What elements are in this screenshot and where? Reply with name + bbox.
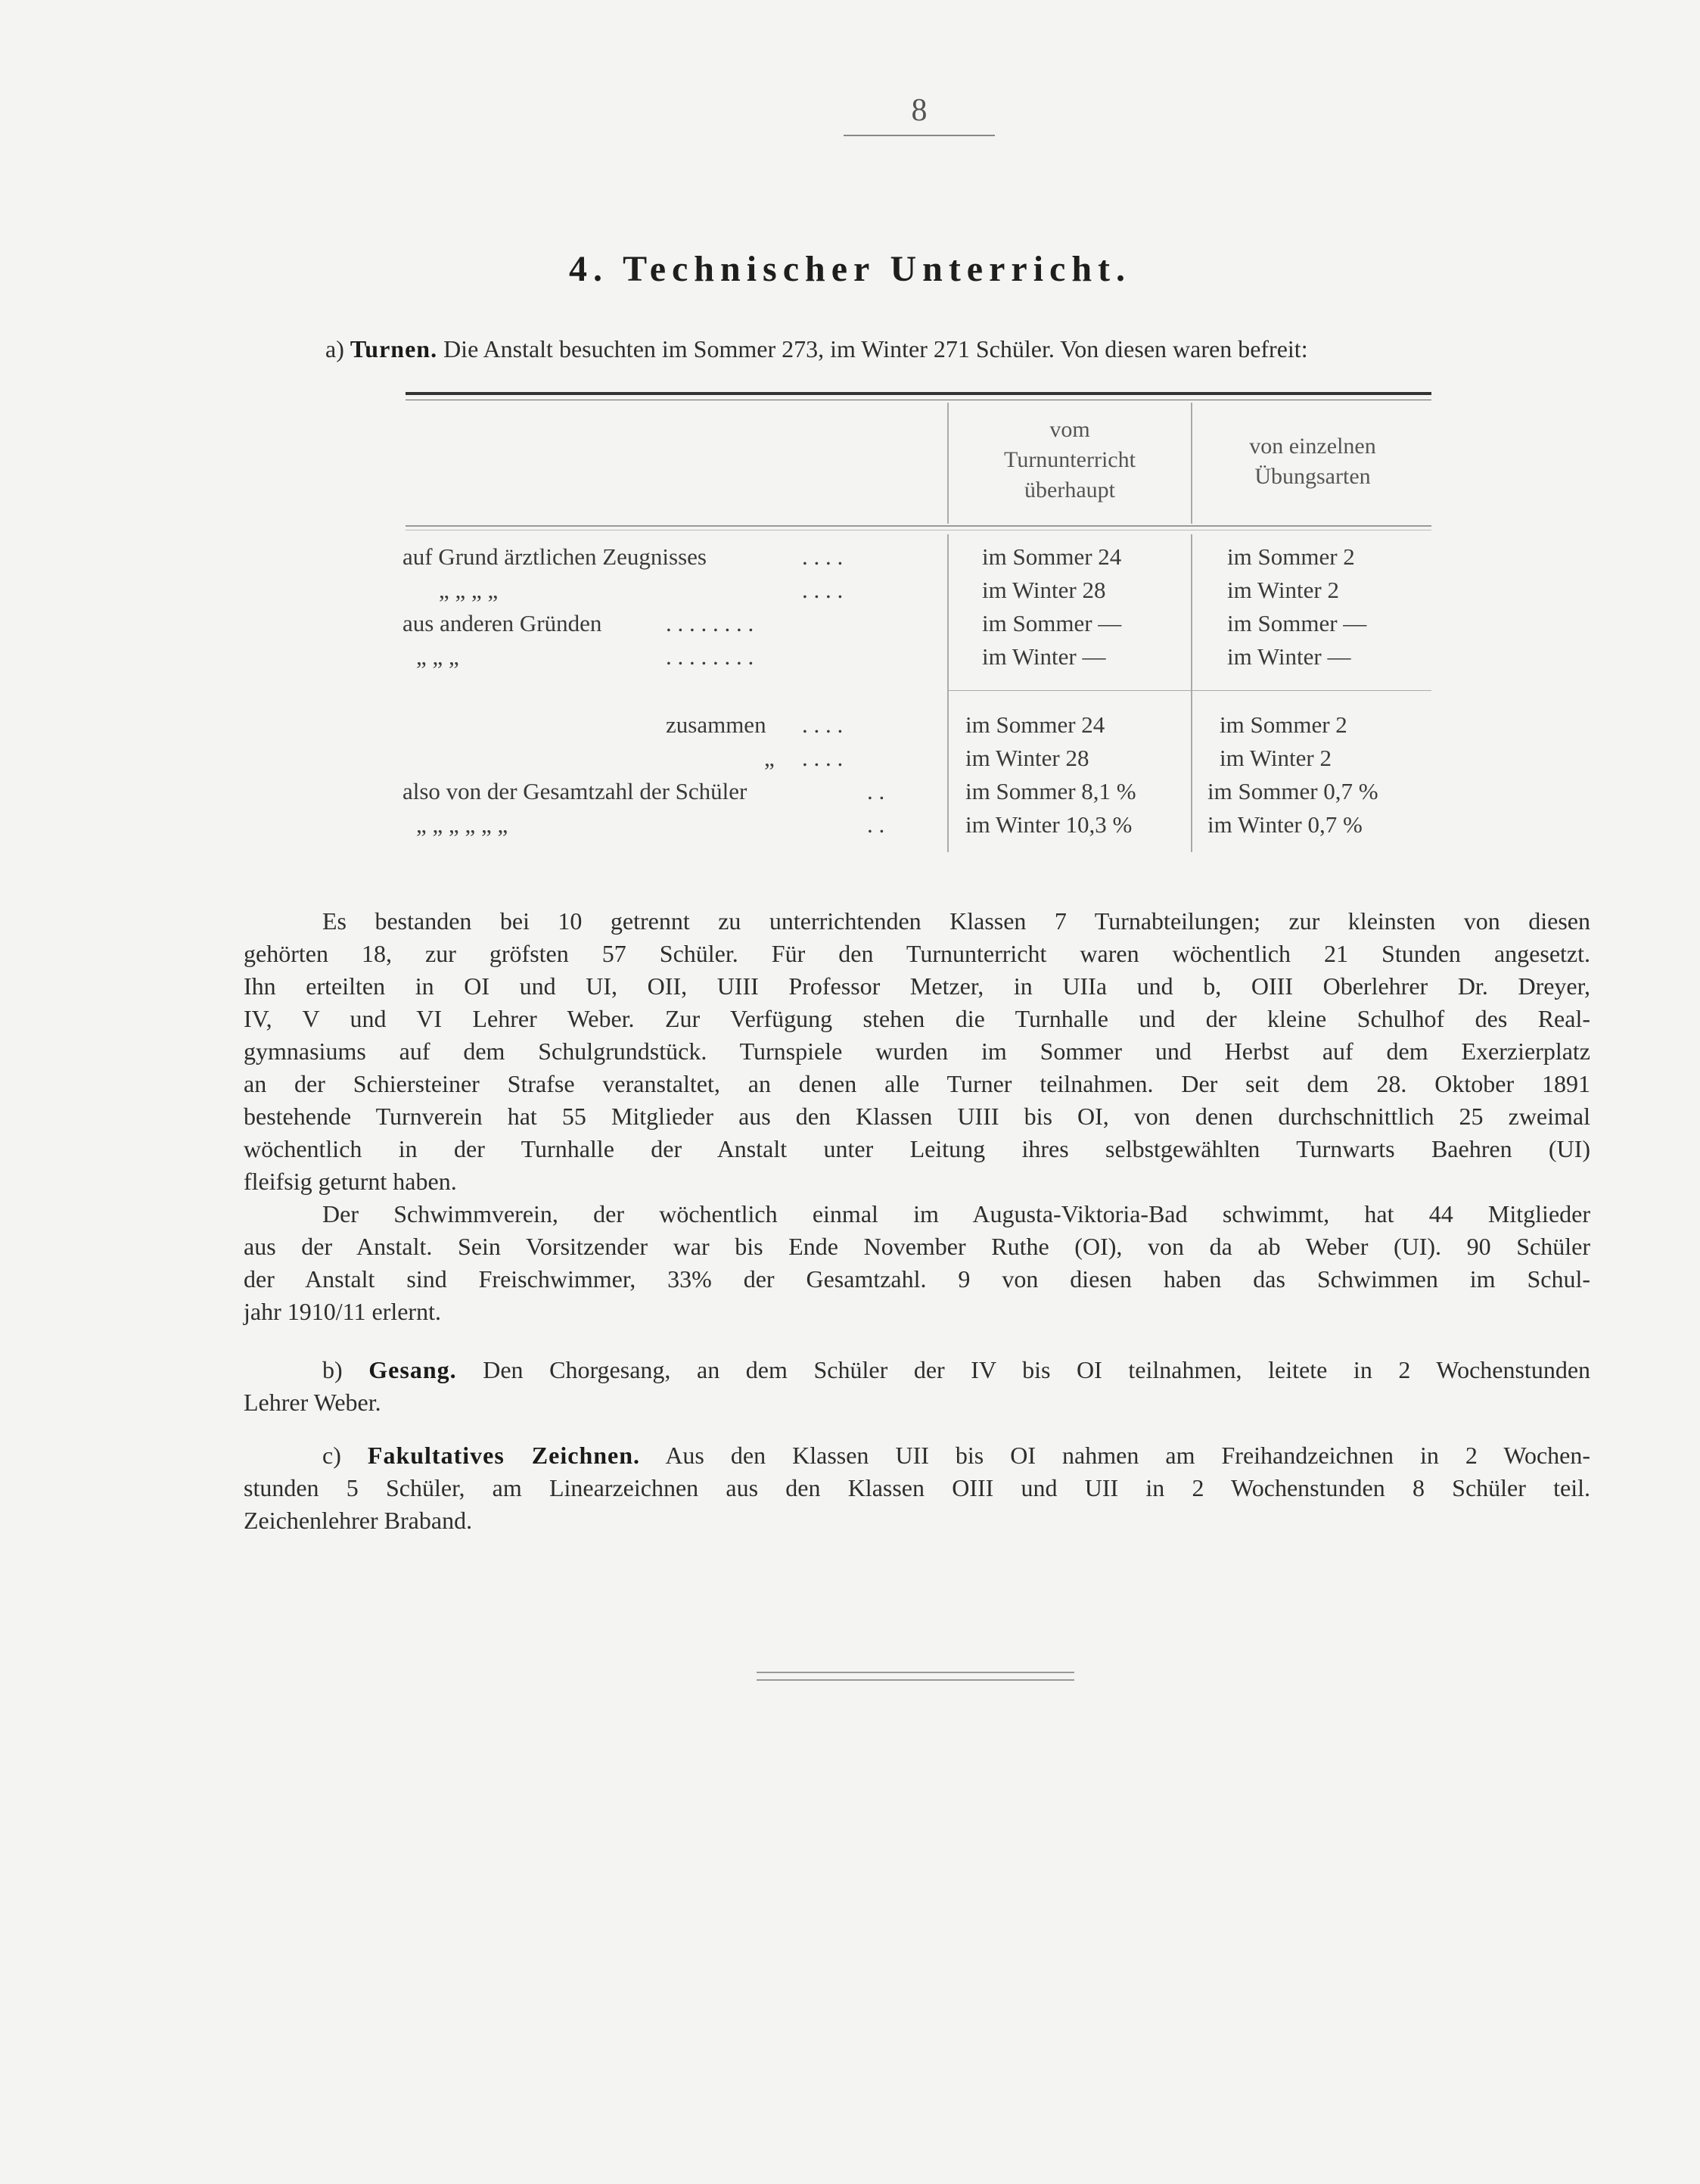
- zeichnen-paragraph: [244, 1439, 1590, 1537]
- table-cell: im Winter 0,7 %: [1207, 811, 1363, 838]
- gesang-text: Den Chorgesang, an dem Schüler der IV bis OI teilnahmen, leitete in 2 Wochenstunden: [483, 1356, 1591, 1383]
- paragraph-line: der Anstalt sind Freischwimmer, 33% der Gesamtzahl. 9 von diesen haben das Schwimmen im Schul-: [244, 1265, 1590, 1293]
- paragraph-line: Ihn erteilten in OI und UI, OII, UIII Professor Metzer, in UIIa und b, OIII Oberlehrer Dr. Dreyer,: [244, 972, 1590, 1000]
- table-cell: im Sommer 24: [982, 543, 1122, 570]
- table-cell: im Winter 2: [1220, 745, 1332, 771]
- paragraph-line: gehörten 18, zur gröfsten 57 Schüler. Für den Turnunterricht waren wöchentlich 21 Stunden angesetzt.: [244, 940, 1590, 967]
- table-top-rule: [406, 392, 1431, 395]
- table-row-dots: . . . .: [802, 543, 844, 570]
- turnen-label: Turnen.: [350, 335, 438, 362]
- zeichnen-label: Fakultatives Zeichnen.: [367, 1442, 641, 1469]
- table-divider: [1191, 403, 1192, 524]
- table-cell: im Winter 2: [1227, 577, 1339, 603]
- table-cell: im Sommer —: [982, 610, 1122, 636]
- turnen-paragraph: [244, 905, 1590, 1198]
- table-cell: im Winter —: [1227, 643, 1351, 670]
- table-row-label: „ „ „ „ „ „: [416, 811, 508, 838]
- gesang-prefix: b): [322, 1356, 343, 1383]
- table-row-dots: . . . .: [802, 577, 844, 603]
- table-row-label: zusammen: [666, 711, 766, 738]
- turnen-prefix: a): [325, 335, 344, 362]
- zeichnen-prefix: c): [322, 1442, 341, 1469]
- table-row-dots: . . . .: [802, 745, 844, 771]
- table-cell: im Winter 28: [965, 745, 1089, 771]
- table-row-label: „: [764, 745, 775, 771]
- paragraph-line: bestehende Turnverein hat 55 Mitglieder aus den Klassen UIII bis OI, von denen durchschnittlich 25 zweimal: [244, 1103, 1590, 1130]
- gesang-paragraph: [244, 1354, 1590, 1419]
- table-row-dots: . . . . . . . .: [666, 643, 754, 670]
- turnen-intro-text: Die Anstalt besuchten im Sommer 273, im Winter 271 Schüler. Von diesen waren befreit:: [443, 335, 1308, 362]
- table-divider: [947, 534, 949, 852]
- table-row-label: auf Grund ärztlichen Zeugnisses: [402, 543, 707, 570]
- table-cell: im Winter —: [982, 643, 1106, 670]
- table-cell: im Sommer —: [1227, 610, 1367, 636]
- table-divider: [1191, 534, 1192, 852]
- paragraph-line: [244, 1439, 1590, 1472]
- table-row-label: „ „ „: [416, 643, 459, 670]
- paragraph-line: fleifsig geturnt haben.: [244, 1168, 457, 1195]
- paragraph-line: an der Schiersteiner Strafse veranstaltet, an denen alle Turner teilnahmen. Der seit dem 28. Oktober 1891: [244, 1070, 1590, 1097]
- table-header-col2: von einzelnen Übungsarten: [1249, 434, 1376, 489]
- table-cell: im Sommer 2: [1227, 543, 1355, 570]
- paragraph-line: jahr 1910/11 erlernt.: [244, 1298, 441, 1325]
- table-cell: im Sommer 2: [1220, 711, 1347, 738]
- schwimm-paragraph: [244, 1198, 1590, 1328]
- table-row-dots: . . . . . . . .: [666, 610, 754, 636]
- paragraph-line: aus der Anstalt. Sein Vorsitzender war bis Ende November Ruthe (OI), von da ab Weber (UI). 90 Schüler: [244, 1233, 1590, 1260]
- table-row-dots: . .: [867, 778, 885, 804]
- paragraph-line: wöchentlich in der Turnhalle der Anstalt unter Leitung ihres selbstgewählten Turnwarts Baehren (UI): [244, 1135, 1590, 1162]
- table-row-dots: . .: [867, 811, 885, 838]
- turnen-intro: [325, 333, 1589, 366]
- zeichnen-text: Aus den Klassen UII bis OI nahmen am Freihandzeichnen in 2 Wochen-: [665, 1442, 1591, 1469]
- gesang-label: Gesang.: [368, 1356, 457, 1383]
- table-sum-rule: [947, 690, 1431, 691]
- paragraph-line: stunden 5 Schüler, am Linearzeichnen aus den Klassen OIII und UII in 2 Wochenstunden 8 Schüler teil.: [244, 1474, 1590, 1501]
- page-number-rule: [844, 135, 995, 136]
- paragraph-line: Lehrer Weber.: [244, 1389, 381, 1416]
- table-divider: [947, 403, 949, 524]
- table-row-dots: . . . .: [802, 711, 844, 738]
- table-cell: im Sommer 8,1 %: [965, 778, 1136, 804]
- paragraph-line: Es bestanden bei 10 getrennt zu unterrichtenden Klassen 7 Turnabteilungen; zur kleinsten von diesen: [322, 907, 1590, 935]
- end-rule: [757, 1672, 1074, 1673]
- table-cell: im Sommer 0,7 %: [1207, 778, 1378, 804]
- table-cell: im Winter 28: [982, 577, 1106, 603]
- page-number: 8: [911, 93, 928, 128]
- section-title: 4. Technischer Unterricht.: [568, 249, 1132, 289]
- table-row-label: aus anderen Gründen: [402, 610, 602, 636]
- table-row-label: „ „ „ „: [439, 577, 499, 603]
- table-header-rule: [406, 525, 1431, 527]
- table-row-label: also von der Gesamtzahl der Schüler: [402, 778, 747, 804]
- paragraph-line: IV, V und VI Lehrer Weber. Zur Verfügung stehen die Turnhalle und der kleine Schulhof des Real-: [244, 1005, 1590, 1032]
- table-cell: im Sommer 24: [965, 711, 1105, 738]
- paragraph-line: [244, 1354, 1590, 1386]
- paragraph-line: Der Schwimmverein, der wöchentlich einmal im Augusta-Viktoria-Bad schwimmt, hat 44 Mitglieder: [322, 1200, 1590, 1227]
- paragraph-line: gymnasiums auf dem Schulgrundstück. Turnspiele wurden im Sommer und Herbst auf dem Exerzierplatz: [244, 1038, 1590, 1065]
- end-rule: [757, 1679, 1074, 1681]
- table-cell: im Winter 10,3 %: [965, 811, 1133, 838]
- table-header-col1: vom Turnunterricht überhaupt: [1004, 417, 1136, 502]
- paragraph-line: Zeichenlehrer Braband.: [244, 1507, 473, 1534]
